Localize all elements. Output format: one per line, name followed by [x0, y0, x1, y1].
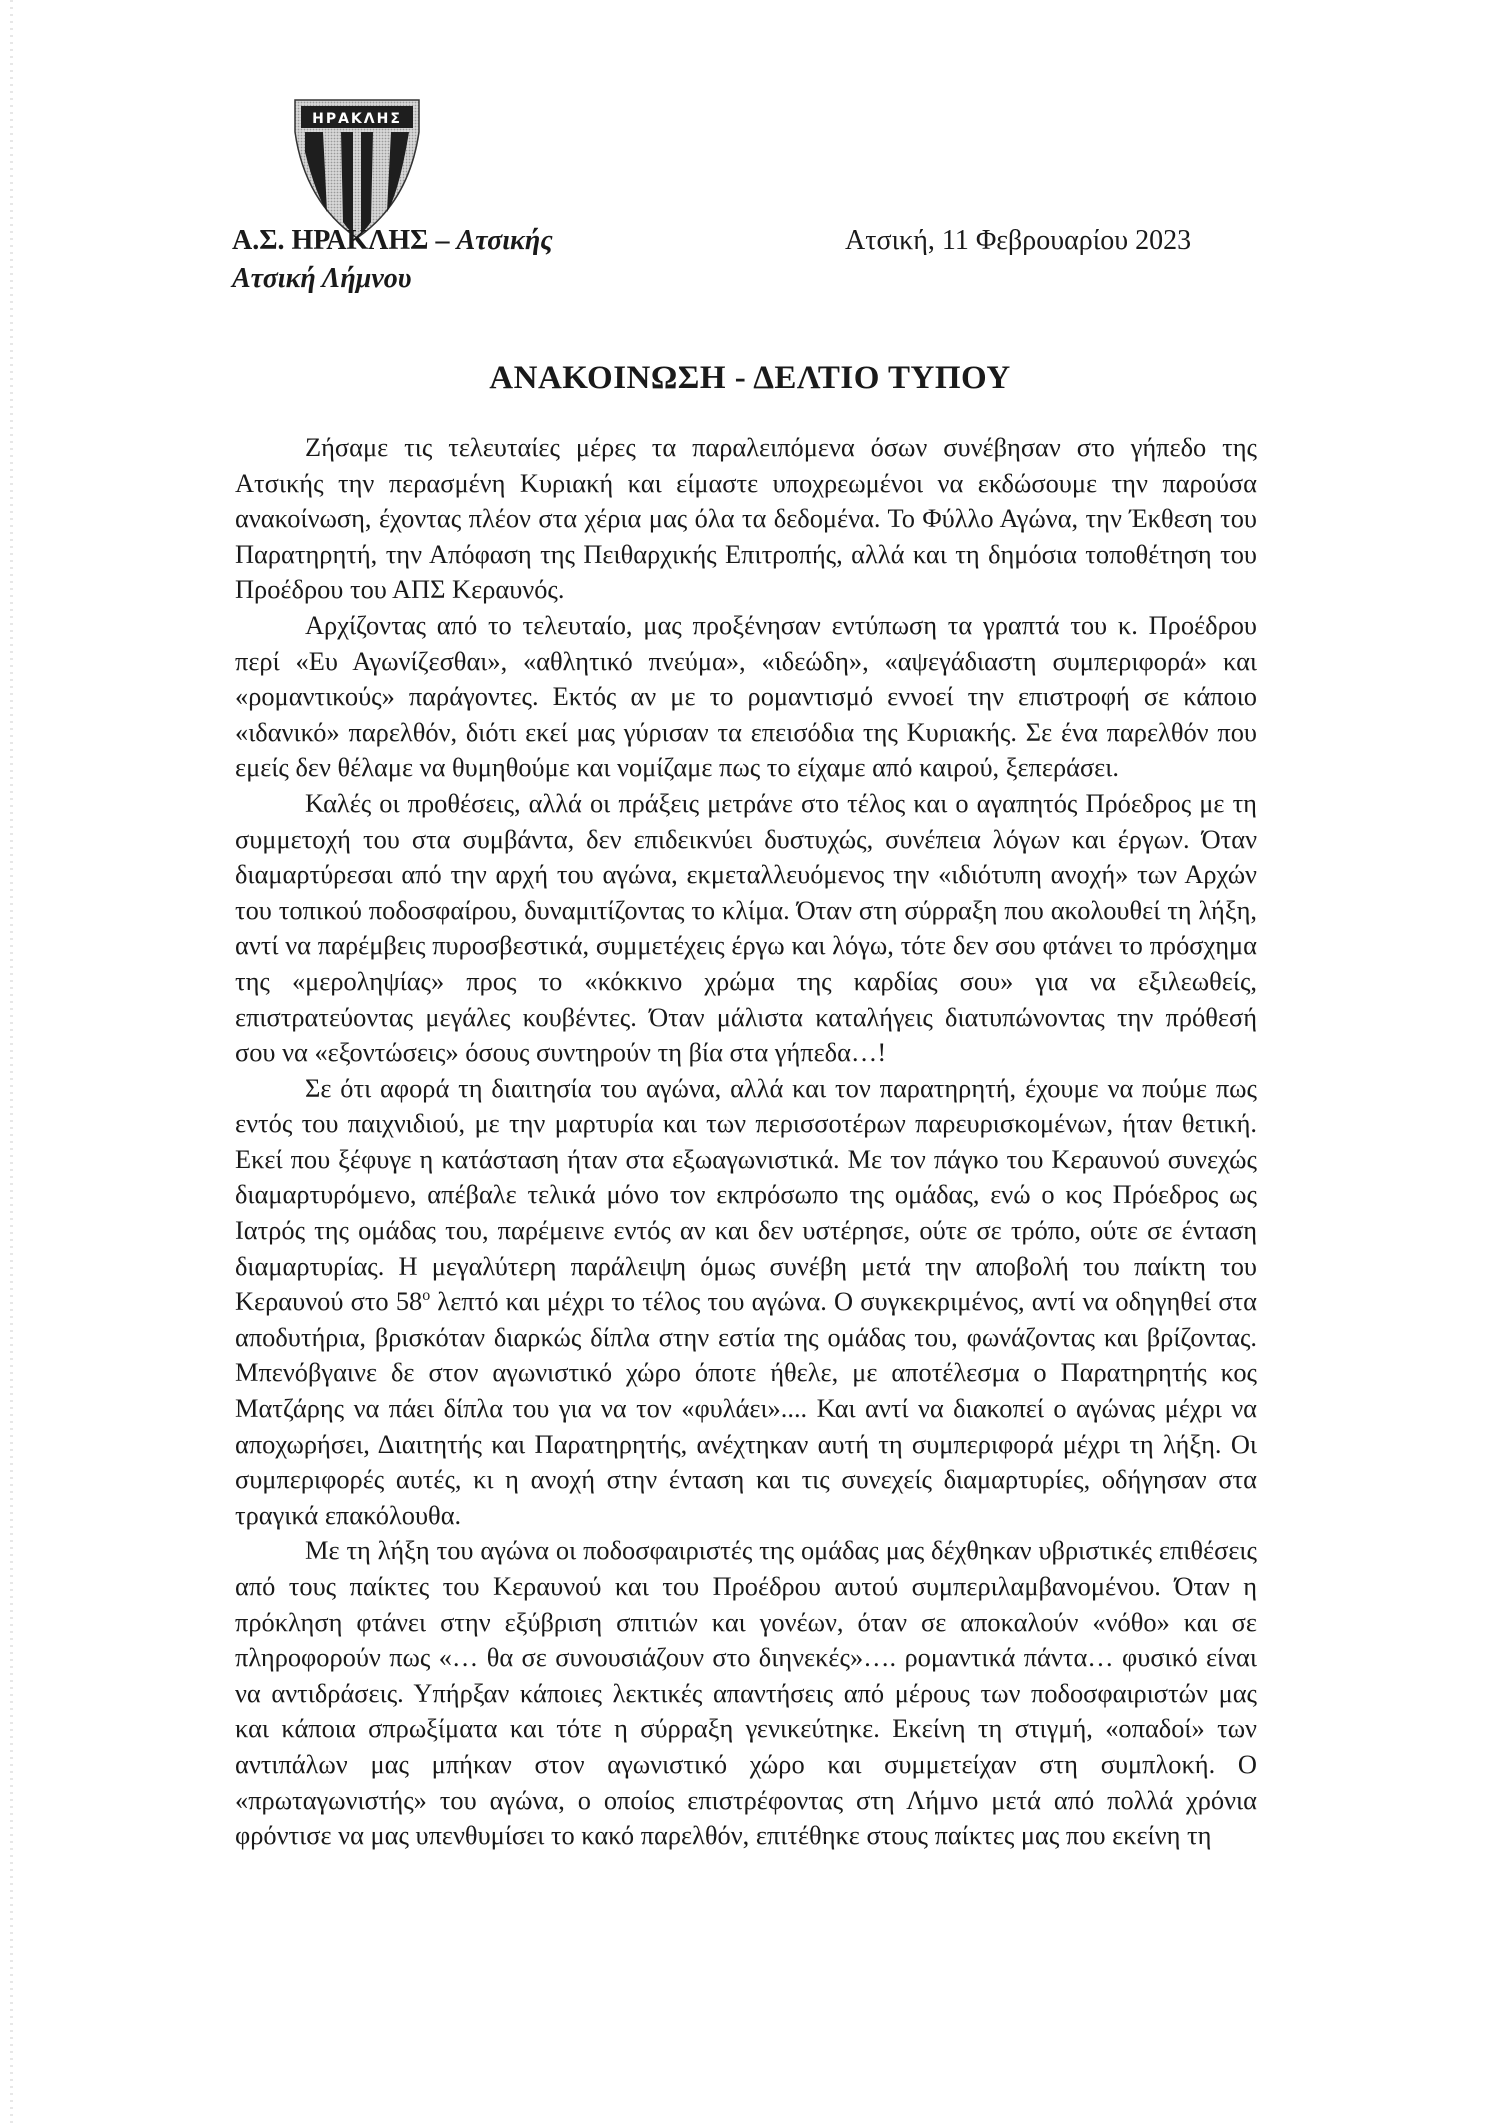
- club-name: Α.Σ. ΗΡΑΚΛΗΣ –: [232, 225, 457, 256]
- degree-superscript: ο: [422, 1287, 431, 1305]
- paragraph-1: Ζήσαμε τις τελευταίες μέρες τα παραλειπόμενα όσων συνέβησαν στο γήπεδο της Ατσικής την περασμένη Κυριακή και είμαστε υποχρεωμένοι να εκδώσουμε την παρούσα ανακοίνωση, έχοντας πλέον στα χέρια μας όλα τα δεδομένα. Το Φύλλο Αγώνα, την Έκθεση του Παρατηρητή, την Απόφαση της Πειθαρχικής Επιτροπής, αλλά και τη δημόσια τοποθέτηση του Προέδρου του ΑΠΣ Κεραυνός.: [235, 432, 1257, 605]
- club-logo: [291, 92, 423, 242]
- document-title: ΑΝΑΚΟΙΝΩΣΗ - ΔΕΛΤΙΟ ΤΥΠΟΥ: [489, 360, 1011, 396]
- paragraph-4: [235, 1071, 1257, 1534]
- scan-edge-artifact: [10, 0, 13, 2123]
- club-place: Ατσικής: [456, 225, 553, 256]
- dateline: Ατσική, 11 Φεβρουαρίου 2023: [845, 225, 1192, 256]
- paragraph-4-rest: λεπτό και μέχρι το τέλος του αγώνα. Ο συγκεκριμένος, αντί να οδηγηθεί στα αποδυτήρια, βρισκόταν διαρκώς δίπλα στην εστία της ομάδας του, φωνάζοντας και βρίζοντας. Μπενόβγαινε δε στον αγωνιστικό χώρο όποτε ήθελε, με αποτέλεσμα ο Παρατηρητής κος Ματζάρης να πάει δίπλα του για να τον «φυλάει».... Και αντί να διακοπεί ο αγώνας μέχρι να αποχωρήσει, Διαιτητής και Παρατηρητής, ανέχτηκαν αυτή τη συμπεριφορά μέχρι τη λήξη. Οι συμπεριφορές αυτές, κι η ανοχή στην ένταση και τις συνεχείς διαμαρτυρίες, οδήγησαν στα τραγικά επακόλουθα.: [235, 1286, 1257, 1530]
- organization-location: Ατσική Λήμνου: [232, 263, 412, 294]
- paragraph-2: Αρχίζοντας από το τελευταίο, μας προξένησαν εντύπωση τα γραπτά του κ. Προέδρου περί «Ευ Αγωνίζεσθαι», «αθλητικό πνεύμα», «ιδεώδη», «αψεγάδιαστη συμπεριφορά» και «ρομαντικούς» παράγοντες. Εκτός αν με το ρομαντισμό εννοεί την επιστροφή σε κάποιο «ιδανικό» παρελθόν, διότι εκεί μας γύρισαν τα επεισόδια της Κυριακής. Σε ένα παρελθόν που εμείς δεν θέλαμε να θυμηθούμε και νομίζαμε πως το είχαμε από καιρού, ξεπεράσει.: [235, 609, 1257, 783]
- document-body: [235, 430, 1257, 1854]
- paragraph-3: Καλές οι προθέσεις, αλλά οι πράξεις μετράνε στο τέλος και ο αγαπητός Πρόεδρος με τη συμμετοχή του στα συμβάντα, δεν επιδεικνύει δυστυχώς, συνέπεια λόγων και έργων. Όταν διαμαρτύρεσαι από την αρχή του αγώνα, εκμεταλλευόμενος την «ιδιότυπη ανοχή» των Αρχών του τοπικού ποδοσφαίρου, δυναμιτίζοντας το κλίμα. Όταν στη σύρραξη που ακολουθεί τη λήξη, αντί να παρέμβεις πυροσβεστικά, συμμετέχεις έργω και λόγω, τότε δεν σου φτάνει το πρόσχημα της «μεροληψίας» προς το «κόκκινο χρώμα της καρδίας σου» για να εξιλεωθείς, επιστρατεύοντας μεγάλες κουβέντες. Όταν μάλιστα καταλήγεις διατυπώνοντας την πρόθεσή σου να «εξοντώσεις» όσους συντηρούν τη βία στα γήπεδα…!: [235, 787, 1257, 1068]
- organization-header: [232, 222, 553, 298]
- paragraph-5: Με τη λήξη του αγώνα οι ποδοσφαιριστές της ομάδας μας δέχθηκαν υβριστικές επιθέσεις από τους παίκτες του Κεραυνού και του Προέδρου αυτού συμπεριλαμβανομένου. Όταν η πρόκληση φτάνει στην εξύβριση σπιτιών και γονέων, όταν σε αποκαλούν «νόθο» και σε πληροφορούν πως «… θα σε συνουσιάζουν στο διηνεκές»…. ρομαντικά πάντα… φυσικό είναι να αντιδράσεις. Υπήρξαν κάποιες λεκτικές απαντήσεις από μέρους των ποδοσφαιριστών μας και κάποια σπρωξίματα και τότε η σύρραξη γενικεύτηκε. Εκείνη τη στιγμή, «οπαδοί» των αντιπάλων μας μπήκαν στον αγωνιστικό χώρο και συμμετείχαν στη συμπλοκή. Ο «πρωταγωνιστής» του αγώνα, ο οποίος επιστρέφοντας στη Λήμνο μετά από πολλά χρόνια φρόντισε να μας υπενθυμίσει το κακό παρελθόν, επιτέθηκε στους παίκτες μας που εκείνη τη: [235, 1535, 1257, 1851]
- paragraph-4-start: Σε ότι αφορά τη διαιτησία του αγώνα, αλλά και τον παρατηρητή, έχουμε να πούμε πως εντός του παιχνιδιού, με την μαρτυρία και των περισσοτέρων παρευρισκομένων, ήταν θετική. Εκεί που ξέφυγε η κατάσταση ήταν στα εξωαγωνιστικά. Με τον πάγκο του Κεραυνού συνεχώς διαμαρτυρόμενο, απέβαλε τελικά μόνο τον εκπρόσωπο της ομάδας, ενώ ο κος Πρόεδρος ως Ιατρός της ομάδας του, παρέμεινε εντός αν και δεν υστέρησε, ούτε σε τρόπο, ούτε σε ένταση διαμαρτυρίας. Η μεγαλύτερη παράλειψη όμως συνέβη μετά την αποβολή του παίκτη του Κεραυνού στο 58: [235, 1072, 1257, 1317]
- logo-text: ΗΡΑΚΛΗΣ: [312, 111, 402, 127]
- organization-name: [232, 222, 553, 260]
